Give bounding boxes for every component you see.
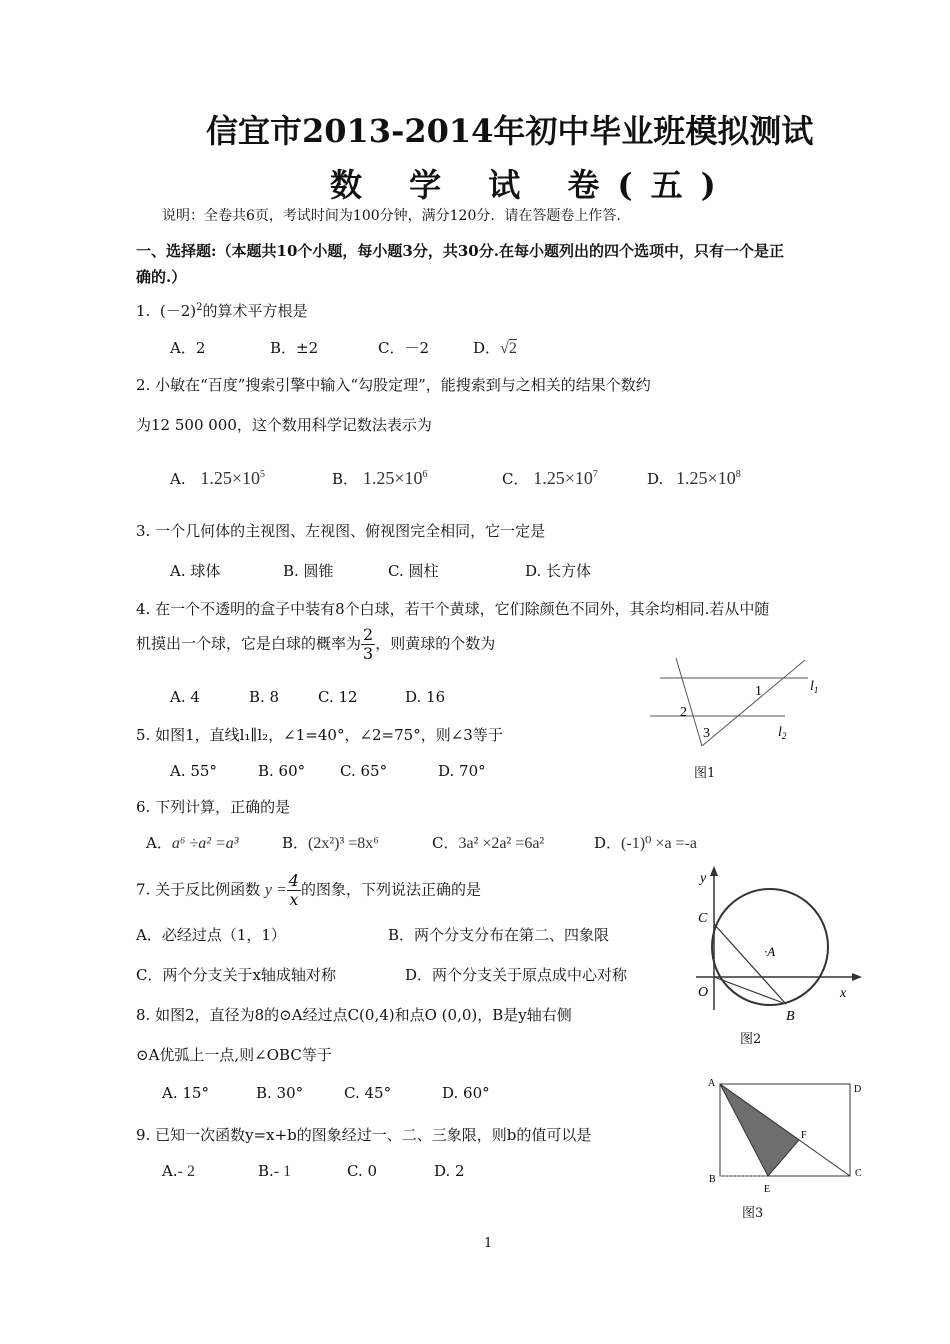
shaded-triangle bbox=[720, 1084, 799, 1176]
question-2-line2: 为12 500 000，这个数用科学记数法表示为 bbox=[136, 416, 432, 434]
q5-option-c: C. 65° bbox=[340, 762, 388, 780]
question-8-line2: ⊙A优弧上一点,则∠OBC等于 bbox=[136, 1046, 332, 1064]
q6-option-d: D．(-1)⁰ ×a =-a bbox=[594, 834, 698, 852]
q4-option-d: D. 16 bbox=[405, 688, 446, 706]
q3-option-d: D. 长方体 bbox=[525, 562, 592, 580]
q8-option-c: C. 45° bbox=[344, 1084, 392, 1102]
q2-option-d: D. $1.25\times 10^8$ bbox=[647, 468, 741, 488]
q7-option-a: A．必经过点（1，1） bbox=[136, 926, 286, 944]
segment-cb bbox=[714, 924, 786, 1004]
exam-subtitle: 数 学 试 卷(五) bbox=[330, 166, 734, 204]
q5-option-a: A. 55° bbox=[170, 762, 217, 780]
q7-option-b: B．两个分支分布在第二、四象限 bbox=[388, 926, 610, 944]
question-4-line1: 4. 在一个不透明的盒子中装有8个白球，若干个黄球，它们除颜色不同外，其余均相同.若从中随 bbox=[136, 600, 770, 618]
question-1: 1. $(-2)^2$的算术平方根是 bbox=[136, 302, 308, 320]
q8-option-b: B. 30° bbox=[256, 1084, 304, 1102]
q7-option-c: C．两个分支关于x轴成轴对称 bbox=[136, 966, 336, 984]
point-e-label: E bbox=[764, 1184, 771, 1195]
question-6: 6. 下列计算，正确的是 bbox=[136, 798, 291, 816]
figure-1-caption: 图1 bbox=[694, 766, 716, 781]
page-number: 1 bbox=[484, 1236, 493, 1251]
q2-option-b: B． $1.25\times 10^6$ bbox=[332, 468, 428, 488]
section-heading: 一、选择题:（本题共10个小题，每小题3分，共30分.在每小题列出的四个选项中，只有一个是正 bbox=[136, 242, 784, 260]
figure-3-diagram bbox=[700, 1072, 870, 1200]
section-heading-cont: 确的.） bbox=[136, 268, 187, 286]
q3-option-a: A. 球体 bbox=[170, 562, 221, 580]
q4-option-c: C. 12 bbox=[318, 688, 358, 706]
q9-option-a: A.- 2 bbox=[162, 1162, 195, 1180]
figure-3-caption: 图3 bbox=[742, 1206, 764, 1221]
y-label: y bbox=[700, 871, 707, 886]
q9-option-c: C. 0 bbox=[347, 1162, 378, 1180]
q8-option-d: D. 60° bbox=[442, 1084, 490, 1102]
x-label: x bbox=[840, 986, 847, 1001]
l1-label: $l_1$ bbox=[810, 679, 819, 695]
point-c-label: C bbox=[698, 911, 708, 926]
q2-option-a: A. $1.25\times 10^5$ bbox=[170, 468, 266, 488]
point-o-label: O bbox=[698, 985, 709, 1000]
question-7: 7. 关于反比例函数 y = $\frac{4}{x}$ 的图象，下列说法正确的是 bbox=[136, 871, 481, 909]
q7-option-d: D．两个分支关于原点成中心对称 bbox=[405, 966, 628, 984]
point-a-label: A bbox=[708, 1078, 716, 1089]
question-4-line2: 机摸出一个球，它是白球的概率为 $\frac{2}{3}$ ，则黄球的个数为 bbox=[136, 625, 496, 663]
question-5: 5. 如图1，直线l₁∥l₂，∠1=40°，∠2=75°，则∠3等于 bbox=[136, 726, 503, 744]
x-axis-arrow bbox=[852, 973, 862, 981]
q6-option-a: A．a⁶ ÷a² =a³ bbox=[146, 834, 239, 852]
point-c-label: C bbox=[855, 1168, 862, 1179]
point-a-label: ·A bbox=[764, 944, 776, 959]
exam-title: 信宜市2013-2014年初中毕业班模拟测试 bbox=[206, 112, 814, 150]
angle-2-label: 2 bbox=[680, 705, 687, 720]
point-b-label: B bbox=[709, 1174, 716, 1185]
question-8-line1: 8. 如图2，直径为8的⊙A经过点C(0,4)和点O (0,0)，B是y轴右侧 bbox=[136, 1006, 572, 1024]
point-f-label: F bbox=[801, 1130, 807, 1141]
q5-option-d: D. 70° bbox=[438, 762, 486, 780]
q1-option-a: A．2 bbox=[170, 339, 206, 357]
q9-option-b: B.- 1 bbox=[258, 1162, 292, 1180]
question-2-line1: 2. 小敏在“百度”搜索引擎中输入“勾股定理”，能搜索到与之相关的结果个数约 bbox=[136, 376, 651, 394]
segment-ob bbox=[714, 977, 786, 1004]
q8-option-a: A. 15° bbox=[162, 1084, 209, 1102]
y-axis-arrow bbox=[710, 866, 718, 876]
q1-option-c: C．－2 bbox=[378, 339, 430, 357]
q5-option-b: B. 60° bbox=[258, 762, 306, 780]
q4-option-a: A. 4 bbox=[170, 688, 200, 706]
q6-option-b: B．(2x²)³ =8x⁶ bbox=[282, 834, 379, 852]
question-3: 3. 一个几何体的主视图、左视图、俯视图完全相同，它一定是 bbox=[136, 522, 546, 540]
exam-instructions: 说明：全卷共6页，考试时间为100分钟，满分120分．请在答题卷上作答. bbox=[162, 208, 621, 224]
q3-option-b: B. 圆锥 bbox=[283, 562, 334, 580]
probability-fraction: $\frac{2}{3}$ bbox=[363, 625, 374, 663]
q4-option-b: B. 8 bbox=[249, 688, 280, 706]
q3-option-c: C. 圆柱 bbox=[388, 562, 439, 580]
q9-option-d: D. 2 bbox=[434, 1162, 465, 1180]
figure-2-diagram bbox=[688, 862, 868, 1022]
point-d-label: D bbox=[854, 1084, 862, 1095]
angle-1-label: 1 bbox=[755, 684, 762, 699]
figure-2-caption: 图2 bbox=[740, 1032, 762, 1047]
q1-option-d: D．√2 bbox=[473, 339, 517, 357]
question-9: 9. 已知一次函数y=x+b的图象经过一、二、三象限，则b的值可以是 bbox=[136, 1126, 592, 1144]
figure-1-diagram bbox=[640, 650, 840, 760]
q1-option-b: B．±2 bbox=[270, 339, 319, 357]
function-fraction: $\frac{4}{x}$ bbox=[288, 871, 299, 909]
l2-label: $l_2$ bbox=[778, 725, 787, 741]
transversal-2 bbox=[702, 660, 805, 746]
angle-3-label: 3 bbox=[703, 726, 710, 741]
q6-option-c: C．3a² ×2a² =6a² bbox=[432, 834, 545, 852]
transversal-1 bbox=[676, 658, 702, 746]
point-b-label: B bbox=[786, 1009, 795, 1022]
q2-option-c: C． $1.25\times 10^7$ bbox=[502, 468, 598, 488]
